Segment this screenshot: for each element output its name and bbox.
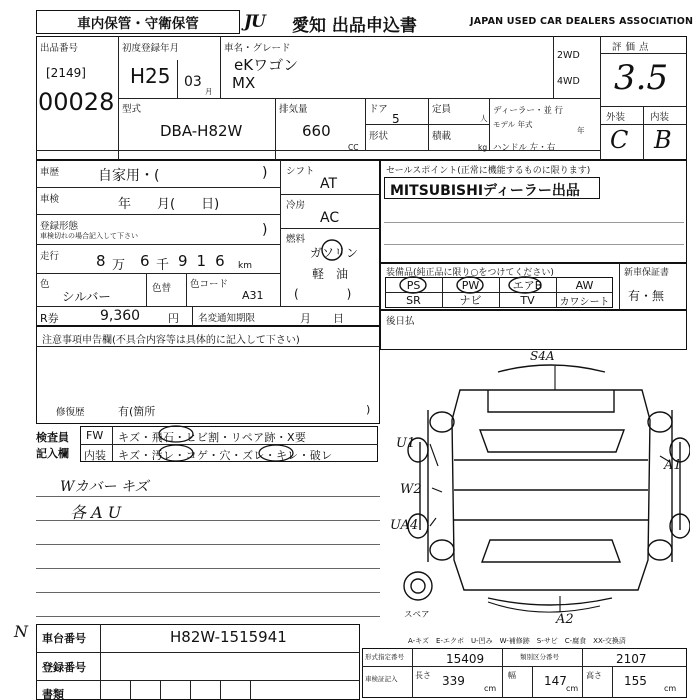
width-value: 147 [544,674,567,688]
diagram-mark-ua4: UA4 [390,518,419,533]
interior-check-label: 内装 [84,449,106,462]
equipment-item-tv: TV [520,293,535,307]
fuel-gasoline: ガソリン [310,246,359,260]
displacement-value: 660 [302,122,331,140]
shift-circle-mark [259,445,293,461]
airbag-circle-mark [509,277,541,293]
equipment-item-ps: PS [406,278,421,292]
km-unit: km [238,261,252,271]
transfer-close: ) [262,222,268,238]
ac-value: AC [320,210,340,226]
damage-arrow-w2 [432,488,442,492]
entry-label: 記入欄 [36,447,69,460]
windshield [480,430,624,452]
stain-circle-mark [159,445,193,461]
rating-label: 評価点 [612,42,653,53]
damage-legend: A-キズ E-エクボ U-凹み W-補修跡 S-サビ C-腐食 XX-交換済 [408,637,626,645]
kg-unit: kg [478,143,488,152]
form-number-value: 15409 [446,652,485,666]
ps-circle-mark [400,277,426,293]
height-label: 高さ [586,671,602,680]
lot-bracket: [2149] [46,66,86,80]
class-number-label: 類別区分番号 [520,653,559,661]
equipment-item-pw: PW [461,278,480,292]
mileage-sen: 6 [140,252,150,270]
doc-label: 書類 [42,688,64,700]
model-year-label: モデル 年式 [493,120,533,129]
interior-score: B [654,126,672,154]
car-damage-diagram [380,350,690,640]
rear-window [482,540,620,562]
equipment-item-airbag: エアB [512,279,543,292]
handwritten-note-1: Wカバー キズ [60,479,149,495]
length-value: 339 [442,674,465,688]
form-number-label: 形式指定番号 [365,653,404,661]
chassis-value: H82W-1515941 [170,628,287,646]
sales-label: セールスポイント(正常に機能するものに限ります) [386,166,591,176]
fuel-light: 軽 油 [312,267,349,281]
caution-label: 注意事項申告欄(不具合内容等は具体的に記入して下さい) [42,335,300,346]
mileage-label: 走行 [40,251,60,262]
color-label: 色 [40,279,50,290]
org-title: 愛知 出品申込書 [292,16,417,36]
exterior-score: C [610,126,629,154]
chassis-label: 車台番号 [42,632,86,645]
diagram-mark-w2: W2 [400,482,422,497]
mileage-sen-unit: 千 [156,258,170,273]
doors-label: ドア [369,104,388,115]
drive-4wd: 4WD [557,76,580,87]
mileage-rest: 916 [178,252,234,270]
equipment-item-aw: AW [575,278,594,292]
inspection-value: 年 月( 日) [118,197,220,212]
damage-arrow-ua4 [430,518,436,526]
color-code-value: A31 [242,289,264,302]
dealer-label: ディーラー・並 行 [493,106,564,116]
mileage-man: 8 [96,252,106,270]
height-value: 155 [624,674,647,688]
diagram-mark-s4a: S4A [530,349,555,363]
interior-label: 内装 [650,112,670,123]
fuel-label: 燃料 [286,234,306,245]
class-number-value: 2107 [616,652,647,666]
cc-unit: CC [348,143,359,152]
spare-tire [404,572,432,600]
storage-box [36,10,240,34]
history-close: ) [262,165,268,181]
repair-close: ) [366,403,371,416]
front-bumper [498,365,605,372]
pw-circle-mark [457,277,483,293]
first-reg-year: H25 [130,64,171,88]
sales-point: MITSUBISHIディーラー出品 [390,183,580,199]
lot-number: 00028 [38,88,115,116]
ac-label: 冷房 [286,200,306,211]
length-label: 長さ [415,671,431,680]
color-code-label: 色コード [190,279,229,290]
spare-label: スペア [404,610,430,620]
vehicle-name: eKワゴン [234,56,299,74]
fuel-paren: ( ) [294,287,352,301]
load-label: 積載 [432,131,452,142]
first-reg-label: 初度登録年月 [122,43,180,54]
drive-2wd: 2WD [557,50,580,61]
hood-outline [488,390,614,412]
history-label: 車歴 [40,167,60,178]
wheel-rear-left [430,540,454,560]
reg-number-label: 登録番号 [42,661,86,674]
equipment-item-seat: カワシート [559,296,610,308]
diagram-mark-a2: A2 [556,612,574,627]
transfer-label: 登録形態 [40,221,79,232]
right-side-body [672,410,680,562]
fw-label: FW [86,429,104,442]
chip-circle-mark [159,426,193,442]
person-unit: 人 [480,114,488,123]
recycle-amount: 9,360 [100,308,141,324]
doors-value: 5 [392,112,400,126]
yen-unit: 円 [168,312,179,325]
after-payment-box [380,310,687,350]
shape-label: 形状 [369,131,389,142]
rating-score: 3.5 [614,58,669,98]
capacity-label: 定員 [432,104,452,115]
fw-items: キズ・飛石・ヒビ割・リペア跡・X要 [118,431,307,444]
vehicle-grade: MX [232,74,256,92]
width-unit: cm [566,684,579,693]
wheel-front-right [648,412,672,432]
name-label: 車名・グレード [224,43,291,54]
repair-value: 有(箇所 [118,405,156,418]
exterior-label: 外装 [606,112,626,123]
name-change-label: 名変通知期限 [198,313,256,324]
equipment-item-sr: SR [406,293,421,307]
diagram-mark-a1: A1 [664,458,682,473]
recycle-label: R券 [40,312,59,325]
height-unit: cm [664,684,677,693]
ju-logo: JU [244,12,265,32]
width-label: 幅 [508,671,516,680]
length-unit: cm [484,684,497,693]
inspector-circle-marks [150,424,300,464]
diagram-mark-u1: U1 [396,436,416,451]
storage-label: 車内保管・守衛保管 [77,16,199,32]
model-value: DBA-H82W [160,122,243,140]
model-label: 型式 [122,104,142,115]
org-english: JAPAN USED CAR DEALERS ASSOCIATION [470,16,694,27]
equipment-circle-marks [385,274,615,296]
history-value: 自家用・( [98,168,160,184]
rear-bumper [488,598,612,605]
displacement-label: 排気量 [279,104,308,115]
color-change-label: 色替 [152,283,172,294]
warranty-value: 有・無 [628,289,665,303]
wheel-front-left [430,412,454,432]
wheel-rear-right [648,540,672,560]
corner-mark: N [14,622,28,641]
handle-label: ハンドル 左・右 [493,143,556,153]
color-value: シルバー [62,289,111,304]
lot-label: 出品番号 [40,43,79,54]
handwritten-note-2: 各 A U [70,503,122,522]
equipment-label: 装備品(純正品に限り○をつけてください) [386,268,554,278]
month-suffix: 月 [205,87,213,96]
year-unit: 年 [577,126,585,135]
repair-label: 修復歴 [56,407,85,418]
deadline-value: 月 日 [300,312,344,325]
fuel-circle-mark [320,238,344,262]
inspection-label: 車検 [40,194,60,205]
shift-value: AT [320,176,338,192]
transfer-note: 車検切れの場合記入して下さい [40,232,138,240]
mileage-man-unit: 万 [112,258,126,273]
first-reg-month: 03 [184,74,202,90]
shift-label: シフト [286,166,315,177]
equipment-item-navi: ナビ [459,294,482,307]
interior-items: キズ・汚レ・コゲ・穴・ズレ・キレ・破レ [118,449,333,462]
after-payment-label: 後日払 [386,316,415,327]
inspector-label: 検査員 [36,431,69,444]
door-lines [454,460,648,520]
size-label: 車検証記入 [365,675,398,683]
damage-arrow-u1 [430,444,438,466]
warranty-label: 新車保証書 [624,268,670,278]
